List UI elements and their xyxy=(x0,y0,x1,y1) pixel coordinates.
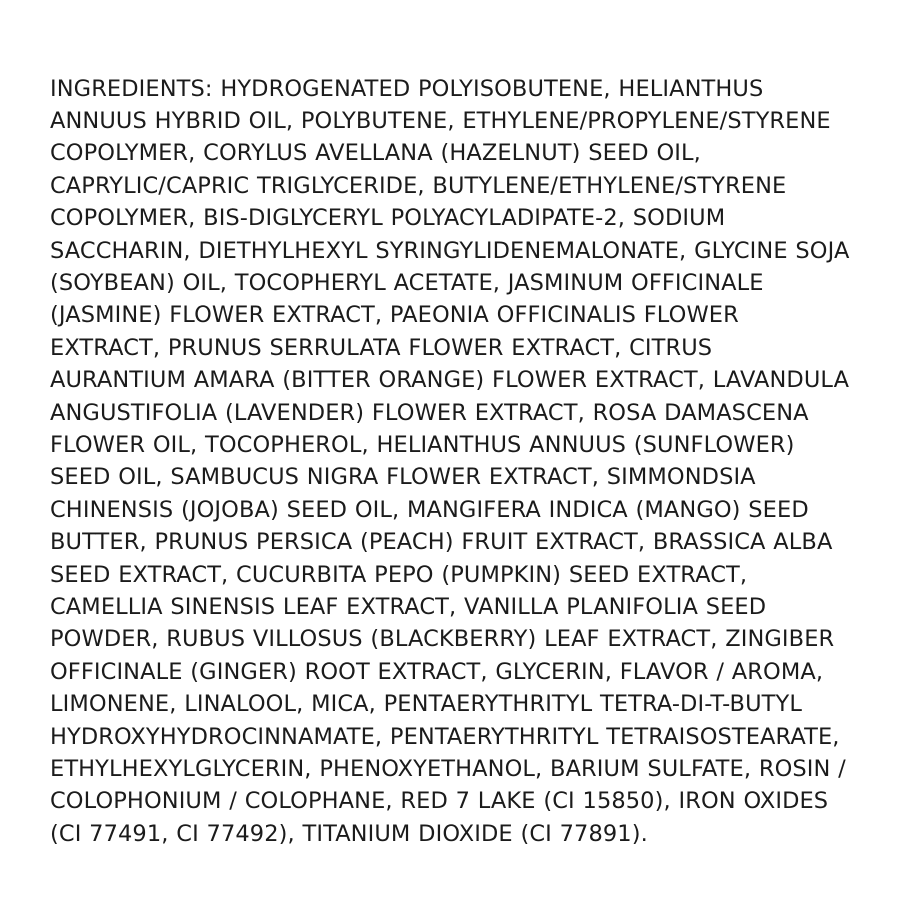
ingredients-paragraph: INGREDIENTS: HYDROGENATED POLYISOBUTENE, HELIANTHUS ANNUUS HYBRID OIL, POLYBUTENE, ETHYLENE/PROPYLENE/STYRENE COPOLYMER, CORYLUS AVELLANA (HAZELNUT) SEED OIL, CAPRYLIC/CAPRIC TRIGLYCERIDE, BUTYLENE/ETHYLENE/STYRENE COPOLYMER, BIS-DIGLYCERYL POLYACYLADIPATE-2, SODIUM SACCHARIN, DIETHYLHEXYL SYRINGYLIDENEMALONATE, GLYCINE SOJA (SOYBEAN) OIL, TOCOPHERYL ACETATE, JASMINUM OFFICINALE (JASMINE) FLOWER EXTRACT, PAEONIA OFFICINALIS FLOWER EXTRACT, PRUNUS SERRULATA FLOWER EXTRACT, CITRUS AURANTIUM AMARA (BITTER ORANGE) FLOWER EXTRACT, LAVANDULA ANGUSTIFOLIA (LAVENDER) FLOWER EXTRACT, ROSA DAMASCENA FLOWER OIL, TOCOPHEROL, HELIANTHUS ANNUUS (SUNFLOWER) SEED OIL, SAMBUCUS NIGRA FLOWER EXTRACT, SIMMONDSIA CHINENSIS (JOJOBA) SEED OIL, MANGIFERA INDICA (MANGO) SEED BUTTER, PRUNUS PERSICA (PEACH) FRUIT EXTRACT, BRASSICA ALBA SEED EXTRACT, CUCURBITA PEPO (PUMPKIN) SEED EXTRACT, CAMELLIA SINENSIS LEAF EXTRACT, VANILLA PLANIFOLIA SEED POWDER, RUBUS VILLOSUS (BLACKBERRY) LEAF EXTRACT, ZINGIBER OFFICINALE (GINGER) ROOT EXTRACT, GLYCERIN, FLAVOR / AROMA, LIMONENE, LINALOOL, MICA, PENTAERYTHRITYL TETRA-DI-T-BUTYL HYDROXYHYDROCINNAMATE, PENTAERYTHRITYL TETRAISOSTEARATE, ETHYLHEXYLGLYCERIN, PHENOXYETHANOL, BARIUM SULFATE, ROSIN / COLOPHONIUM / COLOPHANE, RED 7 LAKE (CI 15850), IRON OXIDES (CI 77491, CI 77492), TITANIUM DIOXIDE (CI 77891). xyxy=(50,75,858,847)
